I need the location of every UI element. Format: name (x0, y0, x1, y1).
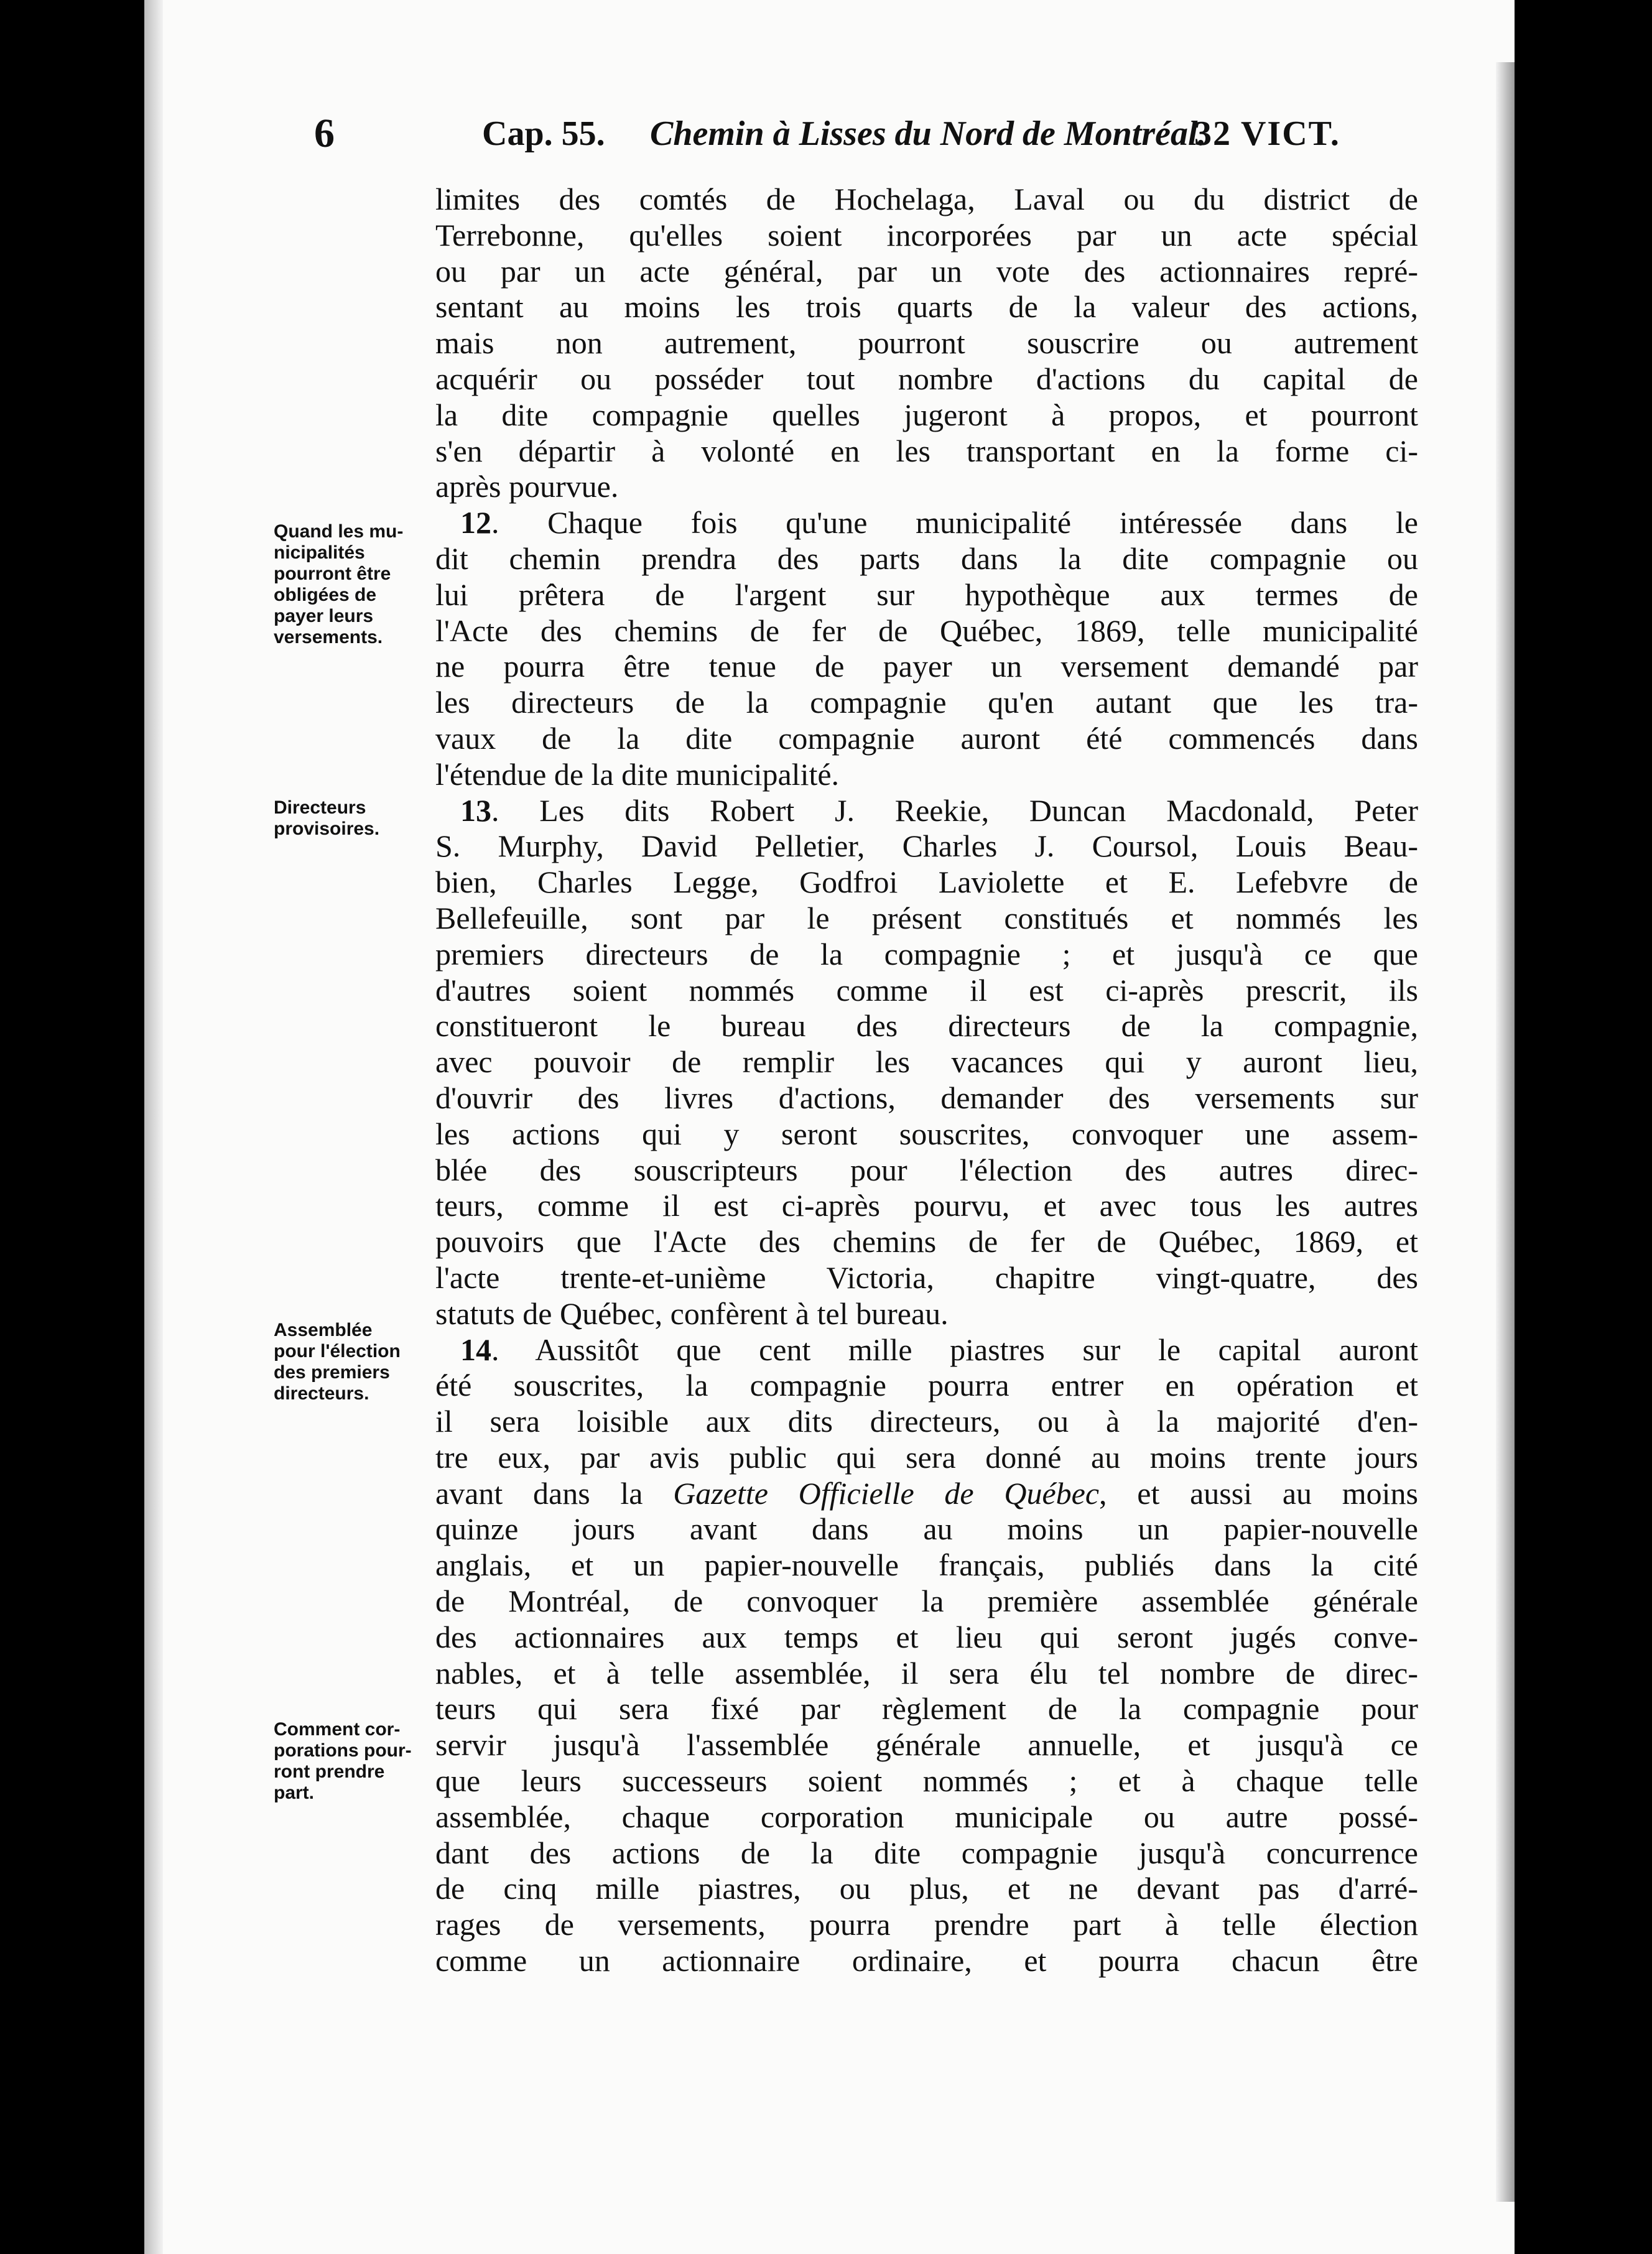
margin-note-line: Assemblée (274, 1320, 373, 1340)
text-line: de cinq mille piastres, ou plus, et ne devant pas d'arré- (435, 1871, 1418, 1906)
text-line: quinze jours avant dans au moins un papier-nouvelle (435, 1511, 1418, 1547)
text-line: de Montréal, de convoquer la première assemblée générale (435, 1584, 1418, 1619)
margin-note-line: directeurs. (274, 1383, 369, 1404)
text-line: s'en départir à volonté en les transportant en la forme ci- (435, 433, 1418, 468)
page-edge-shadow (1496, 62, 1515, 2202)
section-number: 12 (460, 505, 491, 540)
text-line: d'autres soient nommés comme il est ci-après prescrit, ils (435, 972, 1418, 1008)
text-line: blée des souscripteurs pour l'élection des autres direc- (435, 1152, 1418, 1187)
text-fragment: , et aussi au moins (1099, 1475, 1418, 1511)
margin-note-line: part. (274, 1783, 315, 1803)
section-number: 13 (460, 792, 491, 828)
margin-note-line: Quand les mu- (274, 521, 404, 542)
text-line: vaux de la dite compagnie auront été commencés dans (435, 720, 1418, 756)
margin-note-line: Comment cor- (274, 1719, 401, 1740)
text-line: pouvoirs que l'Acte des chemins de fer de Québec, 1869, et (435, 1224, 1418, 1259)
text-line: statuts de Québec, confèrent à tel bureau. (435, 1296, 949, 1331)
text-line: avec pouvoir de remplir les vacances qui y auront lieu, (435, 1044, 1418, 1080)
text-line: des actionnaires aux temps et lieu qui seront jugés conve- (435, 1619, 1418, 1654)
text-line: dit chemin prendra des parts dans la dite compagnie ou (435, 540, 1418, 576)
text-line: premiers directeurs de la compagnie ; et jusqu'à ce que (435, 936, 1418, 972)
text-line: tre eux, par avis public qui sera donné au moins trente jours (435, 1439, 1418, 1475)
text-line: que leurs successeurs soient nommés ; et à chaque telle (435, 1763, 1418, 1799)
body-text (435, 182, 1418, 1979)
margin-note-line: porations pour- (274, 1740, 412, 1761)
text-line: nables, et à telle assemblée, il sera élu tel nombre de direc- (435, 1655, 1418, 1690)
text-line: l'acte trente-et-unième Victoria, chapitre vingt-quatre, des (435, 1259, 1418, 1295)
text-line: teurs, comme il est ci-après pourvu, et avec tous les autres (435, 1188, 1418, 1223)
text-line: servir jusqu'à l'assemblée générale annuelle, et jusqu'à ce (435, 1727, 1418, 1763)
margin-note-line: versements. (274, 627, 383, 647)
text-line: la dite compagnie quelles jugeront à propos, et pourront (435, 397, 1418, 432)
section-number: 14 (460, 1332, 491, 1367)
text-line: mais non autrement, pourront souscrire ou autrement (435, 325, 1418, 361)
regnal-year: 32 VICT. (1194, 114, 1340, 153)
text-line: sentant au moins les trois quarts de la valeur des actions, (435, 289, 1418, 325)
text-line: teurs qui sera fixé par règlement de la compagnie pour (435, 1691, 1418, 1727)
text-line: limites des comtés de Hochelaga, Laval ou du district de (435, 182, 1418, 216)
text-line: lui prêtera de l'argent sur hypothèque aux termes de (435, 577, 1418, 612)
margin-note-line: ront prendre (274, 1761, 385, 1782)
section-12-first-line (435, 505, 1418, 541)
margin-note-assemblee (274, 1320, 432, 1404)
text-line: l'étendue de la dite municipalité. (435, 756, 840, 792)
margin-note-corporations (274, 1719, 432, 1804)
margin-note-line: obligées de (274, 585, 377, 605)
binding-shadow (144, 0, 163, 2254)
margin-note-directeurs (274, 797, 432, 840)
text-line: l'Acte des chemins de fer de Québec, 1869, telle municipalité (435, 613, 1418, 648)
text-line: ou par un acte général, par un vote des actionnaires repré- (435, 253, 1418, 289)
text-line: dant des actions de la dite compagnie jusqu'à concurrence (435, 1835, 1418, 1870)
text-line: Bellefeuille, sont par le présent constitués et nommés les (435, 900, 1418, 935)
margin-note-line: pour l'élection (274, 1341, 401, 1361)
text-line: anglais, et un papier-nouvelle français, publiés dans la cité (435, 1547, 1418, 1583)
margin-note-municipalites (274, 521, 432, 648)
text-line: comme un actionnaire ordinaire, et pourra chacun être (435, 1943, 1418, 1978)
text-line: les actions qui y seront souscrites, convoquer une assem- (435, 1116, 1418, 1151)
margin-note-line: provisoires. (274, 819, 380, 839)
text-line: assemblée, chaque corporation municipale ou autre possé- (435, 1799, 1418, 1834)
scan-border-right (1515, 0, 1652, 2254)
margin-note-line: des premiers (274, 1362, 390, 1383)
text-line: bien, Charles Legge, Godfroi Laviolette et E. Lefebvre de (435, 865, 1418, 900)
text-line: été souscrites, la compagnie pourra entrer en opération et (435, 1368, 1418, 1403)
gazette-line (435, 1476, 1418, 1512)
scan-border-left (0, 0, 144, 2254)
chapter-label: Cap. 55. (482, 114, 605, 153)
margin-note-line: payer leurs (274, 606, 374, 626)
page-number: 6 (314, 111, 335, 156)
text-fragment: . Chaque fois qu'une municipalité intéressée dans le (491, 505, 1418, 540)
text-fragment: . Aussitôt que cent mille piastres sur le capital auront (491, 1332, 1418, 1367)
text-line: il sera loisible aux dits directeurs, ou à la majorité d'en- (435, 1404, 1418, 1439)
text-line: constitueront le bureau des directeurs de la compagnie, (435, 1008, 1418, 1044)
text-fragment: avant dans la (435, 1475, 674, 1511)
margin-note-line: nicipalités (274, 542, 365, 563)
text-line: S. Murphy, David Pelletier, Charles J. Coursol, Louis Beau- (435, 828, 1418, 864)
text-line: les directeurs de la compagnie qu'en autant que les tra- (435, 685, 1418, 720)
margin-note-line: Directeurs (274, 797, 366, 818)
section-13-first-line (435, 793, 1418, 829)
text-line: après pourvue. (435, 469, 619, 504)
margin-note-line: pourront être (274, 564, 391, 584)
text-line: rages de versements, pourra prendre part à telle élection (435, 1907, 1418, 1942)
section-14-first-line (435, 1332, 1418, 1368)
gazette-title: Gazette Officielle de Québec (673, 1475, 1100, 1511)
running-title: Chemin à Lisses du Nord de Montréal. (650, 114, 1207, 153)
text-line: ne pourra être tenue de payer un versement demandé par (435, 649, 1418, 684)
text-line: acquérir ou posséder tout nombre d'actions du capital de (435, 361, 1418, 396)
text-line: Terrebonne, qu'elles soient incorporées par un acte spécial (435, 217, 1418, 253)
text-line: d'ouvrir des livres d'actions, demander des versements sur (435, 1080, 1418, 1115)
text-fragment: . Les dits Robert J. Reekie, Duncan Macdonald, Peter (491, 792, 1418, 828)
